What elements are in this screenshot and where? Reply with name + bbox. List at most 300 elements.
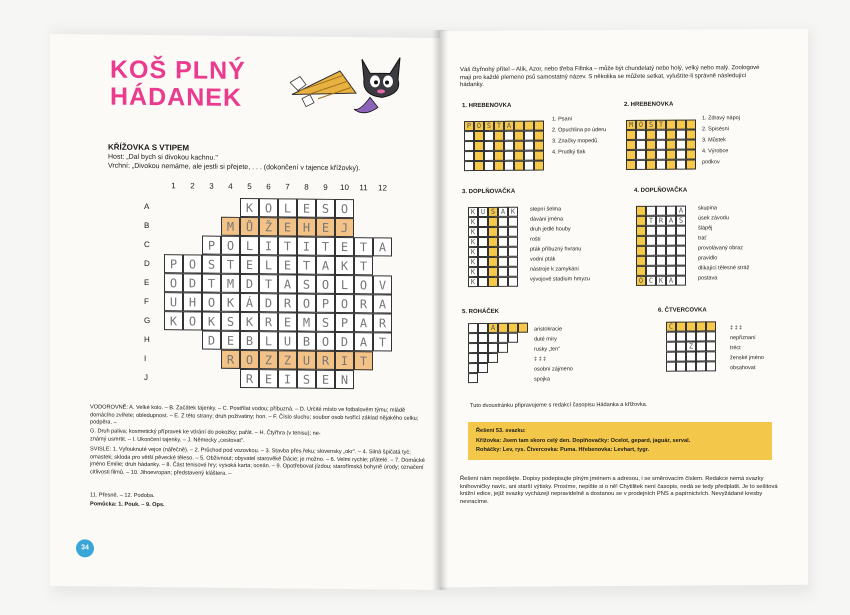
- puzzle-cell: [478, 217, 488, 227]
- puzzle-cell: [514, 161, 524, 171]
- puzzle-clue: 2. Spisésní: [702, 126, 730, 133]
- puzzle-cell: [646, 140, 656, 150]
- crossword-cell: S: [297, 370, 316, 389]
- crossword-cell: I: [297, 237, 316, 256]
- puzzle-cell: [508, 237, 518, 247]
- puzzle-cell: [474, 161, 484, 171]
- puzzle-cell: [534, 121, 544, 131]
- column-number: 7: [285, 182, 290, 192]
- puzzle-cell: [686, 351, 696, 361]
- puzzle-clue: podkov: [702, 159, 720, 166]
- puzzle-clue: tréct: [730, 345, 741, 352]
- puzzle-cell: [494, 151, 504, 161]
- crossword-cell: E: [240, 255, 259, 274]
- crossword-cell: R: [316, 351, 335, 370]
- puzzle-cell: [484, 131, 494, 141]
- puzzle-cell: [676, 256, 686, 266]
- crossword-title: KŘÍŽOVKA S VTIPEM: [108, 142, 190, 153]
- puzzle-cell: [676, 362, 686, 372]
- editorial-note: Tuto dvoustránku připravujeme s redakcí časopisu Hádanka a křížovka.: [470, 401, 648, 410]
- cat-illustration: [350, 49, 412, 122]
- solution-line-1: Křížovka: Jsem tam skoro celý den. Doplňovačky: Ocelot, gepard, jaguár, serval.: [476, 438, 691, 444]
- puzzle-clue: postava: [698, 275, 718, 282]
- crossword-cell: D: [259, 293, 278, 312]
- page-title: [110, 57, 246, 112]
- puzzle-clue: duté míry: [534, 336, 557, 343]
- puzzle-cell: [508, 217, 518, 227]
- crossword-cell: O: [354, 275, 373, 294]
- puzzle-cell: [666, 160, 676, 170]
- puzzle-clue: ‡ ‡ ‡: [534, 356, 547, 363]
- crossword-cell: I: [335, 351, 354, 370]
- puzzle-cell: [468, 363, 478, 373]
- footer-text: Řešení nám nepošlejte. Dopisy podepisujte plným jménem a adresou, i se směrovacím číslem. Redakce nemá svazky knihovničky navíc, ani starší výtisky. Prosíme, nepište si o ně! Chytilitek není časopis, nedá se tedy předplatit. Je to sešitová knižní edice, jejíž svazky vycházejí nepravidelně a dostanou se v prodejních PNS a papírnictvích. Nevyžádané kresby nevracíme.: [460, 476, 778, 505]
- puzzle-clue: obsahovat: [730, 365, 756, 372]
- puzzle-cell: [534, 141, 544, 151]
- crossword-cell: H: [183, 292, 202, 311]
- puzzle-cell: [468, 323, 478, 333]
- puzzle-clue: dlíkající tělesné stráž: [698, 265, 750, 272]
- puzzle4-title: 4. DOPLŇOVAČKA: [634, 187, 688, 194]
- crossword-cell: A: [354, 332, 373, 351]
- puzzle-clue: trať: [698, 235, 707, 242]
- puzzle-clue: šlápěj: [698, 225, 713, 232]
- puzzle-cell: M: [626, 120, 636, 130]
- puzzle-cell: K: [468, 207, 478, 217]
- puzzle-cell: [484, 151, 494, 161]
- crossword-cell: K: [335, 256, 354, 275]
- crossword-cell: T: [259, 274, 278, 293]
- puzzle-cell: [524, 141, 534, 151]
- puzzle-cell: [666, 236, 676, 246]
- puzzle-cell: [656, 266, 666, 276]
- puzzle-cell: [626, 140, 636, 150]
- puzzle-clue: 3. Značky mopedů: [552, 138, 598, 145]
- puzzle-cell: A: [666, 216, 676, 226]
- puzzle-cell: [656, 236, 666, 246]
- puzzle-cell: [518, 323, 528, 333]
- puzzle-cell: [646, 266, 656, 276]
- puzzle-cell: [478, 363, 488, 373]
- puzzle-cell: [484, 141, 494, 151]
- puzzle-cell: [676, 276, 686, 286]
- puzzle-cell: [508, 227, 518, 237]
- puzzle1-title: 1. HREBENOVKA: [462, 102, 512, 110]
- intro-text: Váš čtyřnohý přítel – Alík, Azor, nebo třeba Fifinka – může být chundelatý nebo holý, velký nebo malý. Zoologové mají pro každé plemeno psů samostatný název. S několika se můžete setkat, vyluštíte-li správně následující hádanky.: [460, 65, 760, 89]
- crossword-cell: O: [221, 236, 240, 255]
- crossword-cell: O: [164, 273, 183, 292]
- crossword-cell: S: [316, 313, 335, 332]
- puzzle-cell: [478, 247, 488, 257]
- crossword-cell: Ů: [240, 217, 259, 236]
- puzzle-cell: [524, 161, 534, 171]
- puzzle-cell: [646, 226, 656, 236]
- puzzle-cell: Č: [666, 322, 676, 332]
- crossword-cell: E: [335, 237, 354, 256]
- crossword-cell: M: [221, 217, 240, 236]
- crossword-cell: T: [354, 256, 373, 275]
- puzzle-cell: [514, 141, 524, 151]
- clues-down-end: 11. Přesně. – 12. Podoba.: [90, 492, 155, 500]
- puzzle-cell: [488, 217, 498, 227]
- crossword-cell: O: [335, 294, 354, 313]
- puzzle-cell: [666, 226, 676, 236]
- puzzle-cell: [646, 256, 656, 266]
- puzzle-clue: 2. Opuchlina po úderu: [552, 127, 607, 134]
- clues-across: VODOROVNĚ: A. Velké kolo. – B. Začátek tajenky. – C. Postřílat vodou; příbuzná. – D. Určité místo ve fotbalovém týmu; mládě domácího zvířete; obledupnost. – E. Z této strany; druh poživatiny; hon. – F. Číslo sluchu; soubor osob tvořící základ nějakého celku; podpěra. –: [90, 404, 419, 426]
- puzzle-cell: [508, 333, 518, 343]
- puzzle-cell: [666, 140, 676, 150]
- crossword-cell: U: [297, 351, 316, 370]
- puzzle-cell: Š: [646, 120, 656, 130]
- puzzle-cell: T: [494, 121, 504, 131]
- puzzle-clue: vývojové stadium hmyzu: [530, 276, 590, 283]
- puzzle6-title: 6. ČTVERCOVKA: [658, 307, 707, 314]
- puzzle-cell: [676, 236, 686, 246]
- puzzle-cell: [468, 373, 478, 383]
- joke-waiter: Vrchní: „Divokou nemáme, ale jestli si přejete, . . . (dokončení v tajence křížovky).: [108, 162, 361, 173]
- crossword-cell: R: [354, 294, 373, 313]
- puzzle-cell: [534, 161, 544, 171]
- crossword-cell: L: [240, 236, 259, 255]
- puzzle-cell: [478, 227, 488, 237]
- column-number: 9: [323, 182, 328, 192]
- column-number: 11: [359, 183, 368, 193]
- puzzle-cell: [464, 161, 474, 171]
- puzzle-cell: [676, 342, 686, 352]
- row-label: D: [144, 258, 150, 269]
- puzzle-cell: [514, 121, 524, 131]
- puzzle-cell: [488, 333, 498, 343]
- title-line-1: KOŠ PLNÝ: [110, 55, 246, 86]
- puzzle-cell: [686, 361, 696, 371]
- puzzle-cell: [474, 141, 484, 151]
- puzzle-cell: [696, 321, 706, 331]
- crossword-cell: S: [297, 275, 316, 294]
- crossword-cell: Á: [240, 293, 259, 312]
- title-line-2: HÁDANEK: [110, 82, 242, 112]
- puzzle-cell: [696, 331, 706, 341]
- crossword-cell: O: [335, 199, 354, 218]
- puzzle-clue: pravidlo: [698, 255, 718, 262]
- puzzle-cell: [676, 352, 686, 362]
- puzzle3-title: 3. DOPLŇOVAČKA: [462, 188, 516, 196]
- crossword-cell: H: [297, 218, 316, 237]
- puzzle-cell: [676, 246, 686, 256]
- puzzle-clue: pták příbuzný hvranu: [530, 246, 582, 253]
- crossword-cell: K: [240, 312, 259, 331]
- column-number: 10: [340, 182, 349, 193]
- puzzle-cell: [498, 217, 508, 227]
- crossword-cell: T: [278, 236, 297, 255]
- crossword-cell: T: [202, 274, 221, 293]
- puzzle-cell: [696, 341, 706, 351]
- puzzle-cell: [656, 206, 666, 216]
- puzzle-cell: [676, 266, 686, 276]
- crossword-cell: B: [297, 332, 316, 351]
- puzzle-clue: skupina: [698, 205, 717, 212]
- crossword-cell: R: [259, 312, 278, 331]
- crossword-cell: T: [316, 237, 335, 256]
- puzzle-cell: [676, 322, 686, 332]
- crossword-cell: P: [164, 254, 183, 273]
- crossword-cell: L: [259, 331, 278, 350]
- puzzle-cell: [488, 353, 498, 363]
- puzzle-cell: P: [464, 121, 474, 131]
- puzzle-cell: [686, 129, 696, 139]
- crossword-cell: A: [373, 294, 392, 313]
- puzzle-clue: aristokracie: [534, 326, 563, 333]
- solution-title: Řešení 53. svazku:: [476, 428, 526, 434]
- puzzle-cell: [488, 257, 498, 267]
- puzzle-cell: U: [478, 207, 488, 217]
- puzzle-cell: [636, 206, 646, 216]
- puzzle-cell: [488, 267, 498, 277]
- puzzle-cell: [636, 130, 646, 140]
- puzzle-cell: O: [474, 121, 484, 131]
- puzzle-cell: [508, 267, 518, 277]
- row-label: J: [144, 372, 148, 382]
- puzzle-cell: [636, 150, 646, 160]
- crossword-cell: D: [183, 273, 202, 292]
- puzzle-cell: C: [646, 276, 656, 286]
- puzzle-cell: O: [636, 120, 646, 130]
- puzzle-cell: K: [468, 247, 478, 257]
- column-number: 8: [304, 182, 309, 192]
- puzzle-cell: [488, 247, 498, 257]
- puzzle-cell: [656, 160, 666, 170]
- crossword-cell: I: [278, 369, 297, 388]
- crossword-cell: U: [164, 292, 183, 311]
- clues-across-2: G. Druh paliva; kosmetický přípravek ke vtírání do pokožky; pařát. – H. Čtyřhra (v tenisu); ne-: [90, 428, 321, 437]
- puzzle-cell: [686, 159, 696, 169]
- row-label: C: [144, 239, 150, 250]
- puzzle-cell: [498, 343, 508, 353]
- puzzle-cell: [676, 226, 686, 236]
- puzzle-cell: [666, 362, 676, 372]
- puzzle-cell: [494, 141, 504, 151]
- puzzle-cell: [646, 150, 656, 160]
- crossword-cell: T: [373, 332, 392, 351]
- puzzle-cell: K: [468, 267, 478, 277]
- crossword-cell: D: [202, 331, 221, 350]
- puzzle-clue: rusky „ten": [534, 346, 561, 353]
- puzzle-cell: [478, 237, 488, 247]
- puzzle-cell: [676, 130, 686, 140]
- puzzle-cell: A: [676, 206, 686, 216]
- puzzle-cell: [508, 323, 518, 333]
- crossword-cell: J: [335, 218, 354, 237]
- crossword-cell: M: [221, 274, 240, 293]
- puzzle-cell: [626, 160, 636, 170]
- crossword-cell: O: [259, 198, 278, 217]
- row-label: H: [144, 334, 150, 345]
- puzzle-cell: [666, 206, 676, 216]
- row-label: B: [144, 220, 150, 230]
- crossword-cell: A: [354, 313, 373, 332]
- puzzle-cell: [646, 206, 656, 216]
- puzzle-cell: [706, 321, 716, 331]
- puzzle-cell: [504, 151, 514, 161]
- solution-line-2: Roháčky: Lev, rys. Čtvercovka: Puma. Hřebenovka: Levhart, tygr.: [476, 447, 650, 453]
- puzzle-cell: [504, 161, 514, 171]
- puzzle-cell: [468, 353, 478, 363]
- puzzle-cell: [676, 120, 686, 130]
- puzzle-cell: [478, 257, 488, 267]
- row-label: G: [144, 315, 151, 326]
- row-label: I: [144, 353, 147, 363]
- crossword-cell: E: [278, 312, 297, 331]
- crossword-cell: E: [278, 255, 297, 274]
- crossword-cell: K: [202, 312, 221, 331]
- crossword-cell: K: [221, 293, 240, 312]
- puzzle-clue: úsek závodu: [698, 215, 729, 222]
- crossword-cell: P: [316, 294, 335, 313]
- crossword-cell: B: [240, 331, 259, 350]
- puzzle-clue: nepřiznaní: [730, 335, 756, 342]
- puzzle-cell: [488, 343, 498, 353]
- crossword-cell: L: [278, 198, 297, 217]
- puzzle-cell: [656, 130, 666, 140]
- puzzle-clue: dávání jména: [530, 216, 564, 223]
- puzzle-cell: [498, 247, 508, 257]
- column-number: 3: [209, 181, 214, 191]
- column-number: 6: [266, 182, 271, 192]
- puzzle-cell: [706, 341, 716, 351]
- crossword-cell: I: [259, 236, 278, 255]
- puzzle-clue: osobní zájmeno: [534, 366, 573, 373]
- puzzle-cell: [508, 257, 518, 267]
- puzzle-clue: 1. Zdravý nápoj: [702, 115, 740, 122]
- puzzle-clue: 4. Prudký tlak: [552, 149, 586, 156]
- puzzle-cell: [696, 361, 706, 371]
- puzzle-clue: vodní pták: [530, 256, 556, 263]
- puzzle-cell: [514, 131, 524, 141]
- puzzle-cell: A: [488, 323, 498, 333]
- puzzle-cell: [478, 353, 488, 363]
- clues-across-3: známý usmrtit. – I. Ukončení tajenky. – J. Německy „cestovat".: [90, 436, 245, 444]
- puzzle-cell: A: [504, 121, 514, 131]
- puzzle-cell: [524, 131, 534, 141]
- puzzle-cell: [494, 161, 504, 171]
- puzzle-cell: [504, 141, 514, 151]
- puzzle-cell: [666, 120, 676, 130]
- puzzle-cell: A: [666, 276, 676, 286]
- puzzle-cell: [468, 333, 478, 343]
- crossword-cell: K: [164, 311, 183, 330]
- puzzle-clue: ‡ ‡ ‡: [730, 325, 743, 332]
- crossword-cell: Ž: [259, 217, 278, 236]
- puzzle-cell: R: [656, 216, 666, 226]
- puzzle-cell: K: [468, 237, 478, 247]
- crossword-cell: O: [316, 332, 335, 351]
- puzzle-cell: [626, 150, 636, 160]
- puzzle-cell: [494, 131, 504, 141]
- puzzle-cell: [646, 246, 656, 256]
- crossword-cell: L: [259, 255, 278, 274]
- puzzle-cell: [508, 277, 518, 287]
- puzzle-cell: [636, 226, 646, 236]
- puzzle-cell: [646, 130, 656, 140]
- left-page: [50, 34, 440, 590]
- crossword-cell: E: [259, 369, 278, 388]
- puzzle-cell: [534, 131, 544, 141]
- row-label: F: [144, 296, 149, 306]
- crossword-cell: R: [373, 313, 392, 332]
- crossword-cell: N: [335, 370, 354, 389]
- puzzle-cell: [686, 139, 696, 149]
- puzzle-cell: [656, 140, 666, 150]
- puzzle-cell: [636, 236, 646, 246]
- column-number: 5: [247, 182, 252, 192]
- puzzle-cell: [656, 256, 666, 266]
- crossword-cell: D: [240, 274, 259, 293]
- puzzle-cell: K: [468, 277, 478, 287]
- crossword-cell: E: [297, 199, 316, 218]
- puzzle-cell: S: [676, 216, 686, 226]
- puzzle-cell: [666, 150, 676, 160]
- crossword-cell: L: [335, 275, 354, 294]
- crossword-cell: P: [202, 236, 221, 255]
- crossword-cell: O: [202, 293, 221, 312]
- puzzle-cell: [636, 216, 646, 226]
- puzzle-cell: [686, 119, 696, 129]
- puzzle-cell: [626, 130, 636, 140]
- puzzle-cell: [524, 151, 534, 161]
- crossword-cell: R: [221, 350, 240, 369]
- solution-box: [468, 422, 772, 460]
- puzzle-cell: [676, 160, 686, 170]
- crossword-cell: R: [278, 293, 297, 312]
- puzzle-cell: [636, 140, 646, 150]
- puzzle-cell: T: [646, 216, 656, 226]
- crossword-grid: [144, 181, 387, 394]
- puzzle-cell: [656, 150, 666, 160]
- puzzle-cell: [464, 131, 474, 141]
- puzzle-cell: [666, 352, 676, 362]
- puzzle-cell: [706, 331, 716, 341]
- puzzle-cell: [478, 323, 488, 333]
- puzzle-cell: [498, 323, 508, 333]
- page-number: 34: [76, 539, 94, 557]
- puzzle-cell: [514, 151, 524, 161]
- puzzle-cell: [676, 332, 686, 342]
- puzzle-clue: nástroje k zamykání: [530, 266, 579, 273]
- column-number: 1: [171, 181, 176, 191]
- puzzle-cell: [488, 227, 498, 237]
- puzzle-cell: [474, 151, 484, 161]
- puzzle-cell: [498, 277, 508, 287]
- puzzle-cell: [524, 121, 534, 131]
- puzzle-cell: [666, 332, 676, 342]
- crossword-cell: T: [354, 351, 373, 370]
- crossword-cell: O: [240, 350, 259, 369]
- crossword-cell: T: [354, 237, 373, 256]
- puzzle-cell: [636, 160, 646, 170]
- crossword-cell: A: [278, 274, 297, 293]
- puzzle-cell: [498, 227, 508, 237]
- puzzle-cell: [488, 277, 498, 287]
- puzzle-cell: [534, 151, 544, 161]
- crossword-cell: U: [278, 331, 297, 350]
- puzzle-cell: K: [468, 257, 478, 267]
- puzzle-clue: spojka: [534, 376, 550, 383]
- puzzle-clue: druh jedlé houby: [530, 226, 571, 233]
- crossword-cell: K: [240, 198, 259, 217]
- puzzle-cell: [666, 130, 676, 140]
- crossword-cell: V: [373, 275, 392, 294]
- column-number: 12: [378, 183, 387, 193]
